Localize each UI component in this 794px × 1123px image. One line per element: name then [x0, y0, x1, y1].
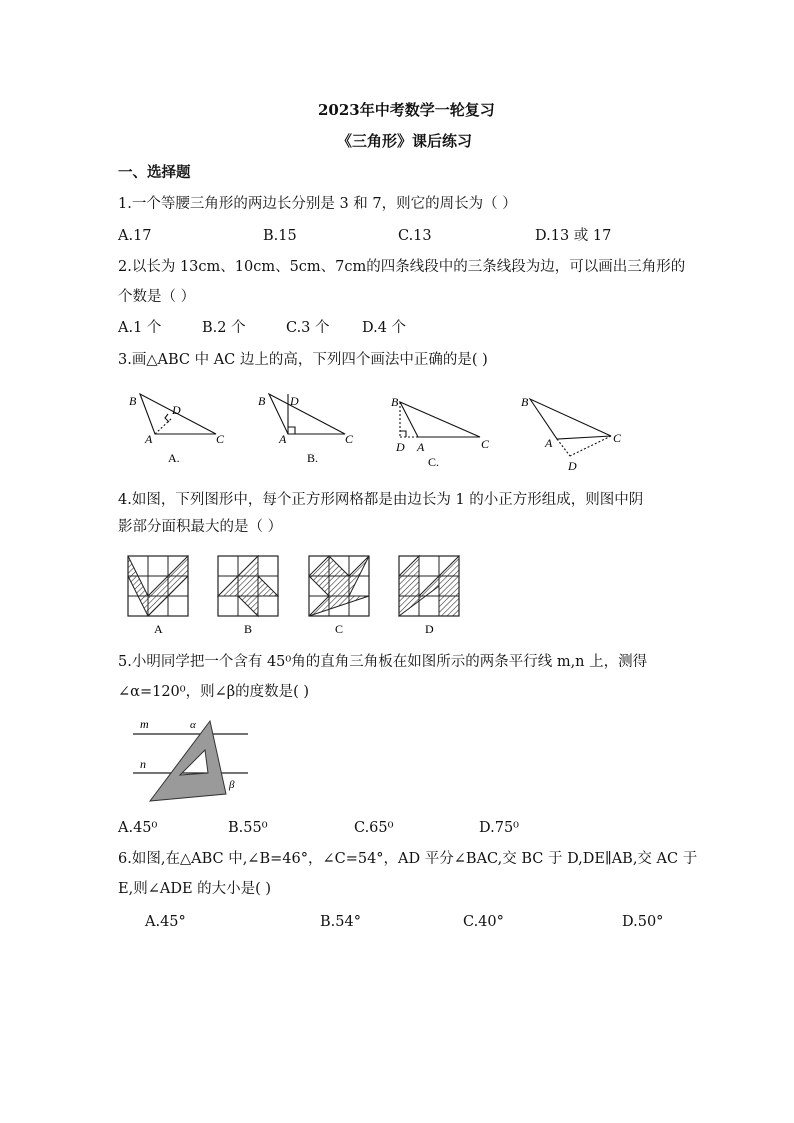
question-3-figures	[0, 380, 794, 480]
label-3d-b: B	[521, 395, 529, 409]
question-1-option-c: C.13	[398, 228, 432, 244]
question-2-text-cont: 个数是（ ）	[118, 289, 196, 305]
question-6-option-d: D.50°	[622, 914, 664, 930]
label-3b-d: D	[290, 394, 299, 408]
question-6-option-b: B.54°	[320, 914, 361, 930]
figure-3c-label: C.	[428, 455, 440, 469]
question-5-text-cont: ∠α=120⁰，则∠β的度数是( )	[118, 684, 310, 700]
question-6-text-cont: E,则∠ADE 的大小是( )	[118, 881, 272, 897]
grid-figure-a	[128, 556, 188, 616]
question-5-option-b: B.55⁰	[228, 820, 268, 836]
section-heading: 一、选择题	[118, 164, 191, 181]
question-5-figure	[0, 713, 794, 813]
question-6-option-c: C.40°	[463, 914, 504, 930]
label-3a-a: A	[145, 432, 153, 446]
question-2-option-a: A.1 个	[118, 320, 162, 336]
grid-label-a: A	[154, 622, 163, 636]
grid-figure-d	[399, 556, 459, 616]
label-3d-c: C	[613, 431, 622, 445]
figure-3b	[269, 394, 345, 434]
figure-3c	[400, 402, 480, 437]
page-subtitle: 《三角形》课后练习	[337, 132, 473, 150]
question-2-option-b: B.2 个	[202, 320, 246, 336]
label-3a-d: D	[172, 403, 181, 417]
question-6-option-a: A.45°	[145, 914, 186, 930]
label-3a-b: B	[129, 394, 137, 408]
triangle-ruler	[150, 721, 226, 801]
question-1-option-a: A.17	[118, 228, 152, 244]
figure-3a-label: A.	[168, 451, 180, 465]
label-3a-c: C	[216, 432, 225, 446]
grid-label-d: D	[425, 622, 434, 636]
question-2-option-c: C.3 个	[286, 320, 330, 336]
label-alpha: α	[190, 719, 196, 731]
label-3c-b: B	[391, 395, 399, 409]
label-3b-c: C	[345, 432, 354, 446]
grid-figure-c	[309, 556, 369, 616]
label-3c-a: A	[417, 440, 425, 454]
question-4-text: 4.如图，下列图形中，每个正方形网格都是由边长为 1 的小正方形组成，则图中阴	[118, 492, 644, 508]
question-2-option-d: D.4 个	[362, 320, 407, 336]
label-3c-d: D	[396, 440, 405, 454]
question-6-text: 6.如图,在△ABC 中,∠B=46°，∠C=54°，AD 平分∠BAC,交 BC 于 D,DE∥AB,交 AC 于	[118, 851, 698, 867]
question-4-text-cont: 影部分面积最大的是（ ）	[118, 519, 283, 535]
question-1-option-b: B.15	[263, 228, 297, 244]
question-1-text: 1.一个等腰三角形的两边长分别是 3 和 7，则它的周长为（ ）	[118, 196, 517, 212]
question-5-option-c: C.65⁰	[354, 820, 394, 836]
figure-3b-label: B.	[307, 451, 319, 465]
label-3d-a: A	[545, 436, 553, 450]
label-beta: β	[229, 779, 235, 791]
question-5-option-a: A.45⁰	[118, 820, 158, 836]
grid-figure-b	[218, 556, 278, 616]
label-m: m	[140, 717, 149, 731]
question-5-text: 5.小明同学把一个含有 45⁰角的直角三角板在如图所示的两条平行线 m,n 上，测得	[118, 654, 648, 670]
label-n: n	[140, 757, 146, 771]
question-4-figures	[0, 548, 794, 638]
figure-3d	[530, 399, 611, 456]
question-2-text: 2.以长为 13cm、10cm、5cm、7cm的四条线段中的三条线段为边，可以画出三角形的	[118, 259, 686, 275]
grid-label-c: C	[335, 622, 344, 636]
label-3d-d: D	[568, 459, 577, 473]
grid-label-b: B	[244, 622, 253, 636]
question-5-option-d: D.75⁰	[479, 820, 519, 836]
label-3c-c: C	[481, 437, 490, 451]
label-3b-a: A	[279, 432, 287, 446]
question-1-option-d: D.13 或 17	[535, 228, 612, 244]
label-3b-b: B	[258, 394, 266, 408]
page-title: 2023年中考数学一轮复习	[318, 101, 495, 119]
question-3-text: 3.画△ABC 中 AC 边上的高，下列四个画法中正确的是( )	[118, 352, 488, 368]
